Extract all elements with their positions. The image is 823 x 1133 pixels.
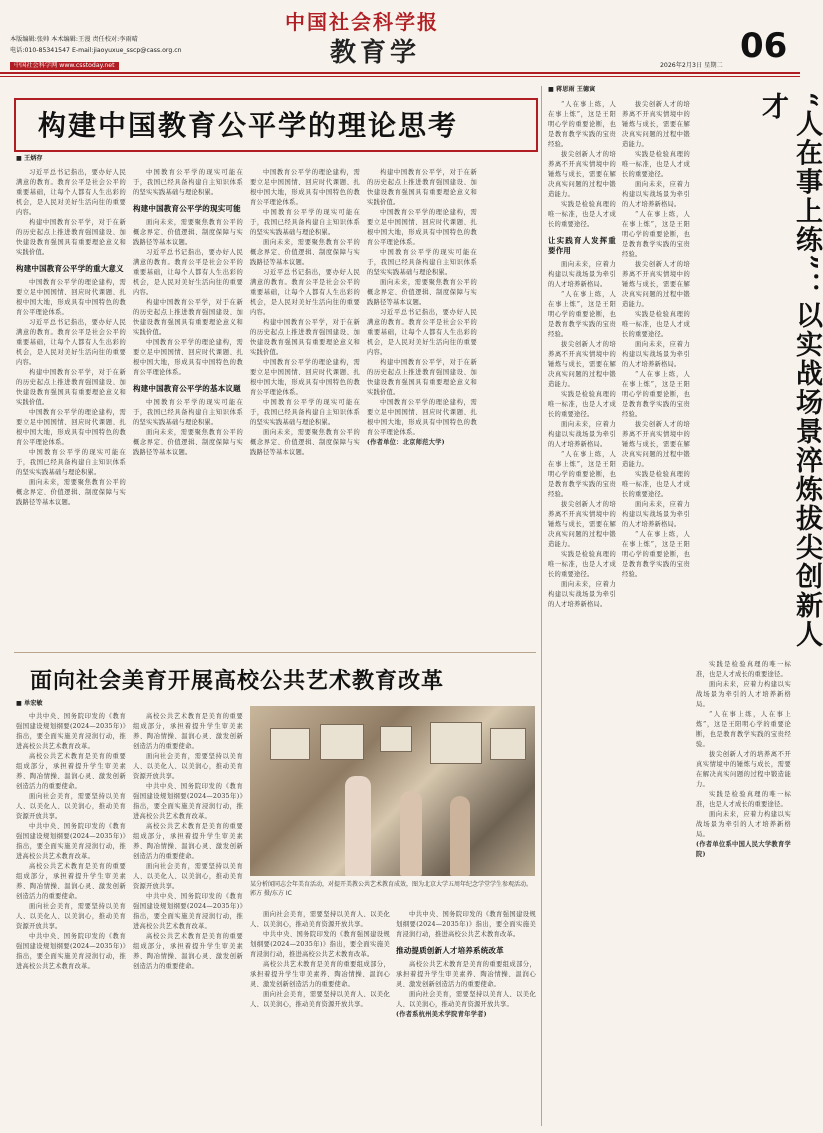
contact-line: 电话:010-85341547 E-mail:jiaoyuxue_sscp@cass.org.cn [10,47,182,54]
website: 中国社会科学网 www.csstoday.net [10,62,119,70]
article-3-section-1: 让实践育人发挥重要作用 [548,236,616,255]
article-1-section-3: 构建中国教育公平学的基本议题 [133,384,241,393]
article-2-title: 面向社会美育开展高校公共艺术教育改革 [30,668,445,694]
article-1-col-1: 习近平总书记指出，要办好人民满意的教育。教育公平是社会公平的重要基础，让每个人都有人生出彩的机会，是人民对美好生活向往的重要内容。 构建中国教育公平学，对于在新的历史起点上推进教育强国建设、加快建设教育强国具有重要理论意义和实践价值。 构建中国教育公平学的重大意义 中国教育公平学的理论建构，需要立足中国国情、回应时代课题、扎根中国大地，形成具有中国特色的教育公平理论体系。 习近平总书记指出，要办好人民满意的教育。教育公平是社会公平的重要基础，让每个人都有人生出彩的机会，是人民对美好生活向往的重要内容。 构建中国教育公平学，对于在新的历史起点上推进教育强国建设、加快建设教育强国具有重要理论意义和实践价值。 中国教育公平学的理论建构，需要立足中国国情、回应时代课题、扎根中国大地，形成具有中国特色的教育公平理论体系。 中国教育公平学的现实可能在于，我国已经具备构建自主知识体系的坚实实践基础与理论积累。 面向未来，需要聚焦教育公平的概念界定、价值逻辑、制度保障与实践路径等基本议题。 [16,169,126,506]
article-1-col-3: 中国教育公平学的理论建构，需要立足中国国情、回应时代课题、扎根中国大地，形成具有中国特色的教育公平理论体系。 中国教育公平学的现实可能在于，我国已经具备构建自主知识体系的坚实实践基础与理论积累。 面向未来，需要聚焦教育公平的概念界定、价值逻辑、制度保障与实践路径等基本议题。 习近平总书记指出，要办好人民满意的教育。教育公平是社会公平的重要基础，让每个人都有人生出彩的机会，是人民对美好生活向往的重要内容。 构建中国教育公平学，对于在新的历史起点上推进教育强国建设、加快建设教育强国具有重要理论意义和实践价值。 中国教育公平学的理论建构，需要立足中国国情、回应时代课题、扎根中国大地，形成具有中国特色的教育公平理论体系。 中国教育公平学的现实可能在于，我国已经具备构建自主知识体系的坚实实践基础与理论积累。 面向未来，需要聚焦教育公平的概念界定、价值逻辑、制度保障与实践路径等基本议题。 [250,169,360,456]
article-1-section-1: 构建中国教育公平学的重大意义 [16,264,124,273]
date-issue: 2026年2月3日 星期二 [660,62,723,69]
article-1-col-4: 构建中国教育公平学，对于在新的历史起点上推进教育强国建设、加快建设教育强国具有重要理论意义和实践价值。 中国教育公平学的理论建构，需要立足中国国情、回应时代课题、扎根中国大地，形成具有中国特色的教育公平理论体系。 中国教育公平学的现实可能在于，我国已经具备构建自主知识体系的坚实实践基础与理论积累。 面向未来，需要聚焦教育公平的概念界定、价值逻辑、制度保障与实践路径等基本议题。 习近平总书记指出，要办好人民满意的教育。教育公平是社会公平的重要基础，让每个人都有人生出彩的机会，是人民对美好生活向往的重要内容。 构建中国教育公平学，对于在新的历史起点上推进教育强国建设、加快建设教育强国具有重要理论意义和实践价值。 中国教育公平学的理论建构，需要立足中国国情、回应时代课题、扎根中国大地，形成具有中国特色的教育公平理论体系。 (作者单位：北京师范大学) [367,169,477,446]
article-3-col-2: 拔尖创新人才的培养离不开真实情境中的锤炼与成长，需要在解决真实问题的过程中锻造能力。 实践是检验真理的唯一标准，也是人才成长的重要途径。 面向未来，应着力构建以实战场景为牵引的人才培养新格局。 “人在事上练，人在事上炼”，这是王阳明心学的重要论断，也是教育教学实践的宝贵经验。 拔尖创新人才的培养离不开真实情境中的锤炼与成长，需要在解决真实问题的过程中锻造能力。 实践是检验真理的唯一标准，也是人才成长的重要途径。 面向未来，应着力构建以实战场景为牵引的人才培养新格局。 “人在事上练，人在事上炼”，这是王阳明心学的重要论断，也是教育教学实践的宝贵经验。 拔尖创新人才的培养离不开真实情境中的锤炼与成长，需要在解决真实问题的过程中锻造能力。 实践是检验真理的唯一标准，也是人才成长的重要途径。 面向未来，应着力构建以实战场景为牵引的人才培养新格局。 “人在事上练，人在事上炼”，这是王阳明心学的重要论断，也是教育教学实践的宝贵经验。 [622,101,690,578]
article-3-title: “人在事上练”：以实战场景淬炼拔尖创新人才 [757,92,822,650]
page-number: 06 [740,26,788,66]
article-2-col-4: 中共中央、国务院印发的《教育强国建设规划纲要(2024—2035年)》指出，要全面实施美育浸润行动，推进高校公共艺术教育改革。 推动提质创新人才培养系统改革 高校公共艺术教育是美育的重要组成部分，承担着提升学生审美素养、陶冶情操、温润心灵、激发创新创造活力的重要使命。 面向社会美育，需要坚持以美育人、以美化人、以美润心，推动美育资源开放共享。 (作者系杭州美术学院青年学者) [396,911,536,1018]
article-2-photo-caption: 某分析闻同志会年美育活动，对提开美教公共艺术教育成效，图为北京大学五周年纪念学堂学生参观活动。 郭方 摄/东方 IC [250,881,533,897]
column-divider [541,86,542,1126]
article-2-col-2: 高校公共艺术教育是美育的重要组成部分，承担着提升学生审美素养、陶冶情操、温润心灵、激发创新创造活力的重要使命。 面向社会美育，需要坚持以美育人、以美化人、以美润心，推动美育资源开放共享。 中共中央、国务院印发的《教育强国建设规划纲要(2024—2035年)》指出，要全面实施美育浸润行动，推进高校公共艺术教育改革。 高校公共艺术教育是美育的重要组成部分，承担着提升学生审美素养、陶冶情操、温润心灵、激发创新创造活力的重要使命。 面向社会美育，需要坚持以美育人、以美化人、以美润心，推动美育资源开放共享。 中共中央、国务院印发的《教育强国建设规划纲要(2024—2035年)》指出，要全面实施美育浸润行动，推进高校公共艺术教育改革。 高校公共艺术教育是美育的重要组成部分，承担着提升学生审美素养、陶冶情操、温润心灵、激发创新创造活力的重要使命。 [133,713,243,970]
article-2-author: ■ 单宏敏 [16,700,43,707]
article-2-col-3: 面向社会美育，需要坚持以美育人、以美化人、以美润心，推动美育资源开放共享。 中共中央、国务院印发的《教育强国建设规划纲要(2024—2035年)》指出，要全面实施美育浸润行动，推进高校公共艺术教育改革。 高校公共艺术教育是美育的重要组成部分，承担着提升学生审美素养、陶冶情操、温润心灵、激发创新创造活力的重要使命。 面向社会美育，需要坚持以美育人、以美化人、以美润心，推动美育资源开放共享。 [250,911,390,1008]
article-3-note: (作者单位系中国人民大学教育学院) [696,841,791,858]
photo-frame [320,724,364,760]
paper-name: 中国社会科学报 [285,10,439,34]
photo-frame [380,726,412,752]
article-3-col-1: “人在事上练，人在事上炼”，这是王阳明心学的重要论断，也是教育教学实践的宝贵经验。 拔尖创新人才的培养离不开真实情境中的锤炼与成长，需要在解决真实问题的过程中锻造能力。 实践是检验真理的唯一标准，也是人才成长的重要途径。 让实践育人发挥重要作用 面向未来，应着力构建以实战场景为牵引的人才培养新格局。 “人在事上练，人在事上炼”，这是王阳明心学的重要论断，也是教育教学实践的宝贵经验。 拔尖创新人才的培养离不开真实情境中的锤炼与成长，需要在解决真实问题的过程中锻造能力。 实践是检验真理的唯一标准，也是人才成长的重要途径。 面向未来，应着力构建以实战场景为牵引的人才培养新格局。 “人在事上练，人在事上炼”，这是王阳明心学的重要论断，也是教育教学实践的宝贵经验。 拔尖创新人才的培养离不开真实情境中的锤炼与成长，需要在解决真实问题的过程中锻造能力。 实践是检验真理的唯一标准，也是人才成长的重要途径。 面向未来，应着力构建以实战场景为牵引的人才培养新格局。 [548,101,616,608]
article-2-divider [14,652,536,653]
photo-frame [430,722,482,764]
article-3-author: ■ 蒋思雨 王德寅 [548,86,596,93]
article-1-col-2: 中国教育公平学的现实可能在于，我国已经具备构建自主知识体系的坚实实践基础与理论积累。 构建中国教育公平学的现实可能 面向未来，需要聚焦教育公平的概念界定、价值逻辑、制度保障与实践路径等基本议题。 习近平总书记指出，要办好人民满意的教育。教育公平是社会公平的重要基础，让每个人都有人生出彩的机会，是人民对美好生活向往的重要内容。 构建中国教育公平学，对于在新的历史起点上推进教育强国建设、加快建设教育强国具有重要理论意义和实践价值。 中国教育公平学的理论建构，需要立足中国国情、回应时代课题、扎根中国大地，形成具有中国特色的教育公平理论体系。 构建中国教育公平学的基本议题 中国教育公平学的现实可能在于，我国已经具备构建自主知识体系的坚实实践基础与理论积累。 面向未来，需要聚焦教育公平的概念界定、价值逻辑、制度保障与实践路径等基本议题。 [133,169,243,456]
section-name: 教育学 [330,38,421,68]
staff-line: 本版编辑:张帅 本术编辑:王漫 责任校对:李雨晴 [10,36,138,43]
article-2-photo-credit: 郭方 摄/东方 IC [250,890,292,897]
photo-visitor [450,796,470,876]
article-1-author: ■ 王炳存 [16,155,43,162]
photo-frame [270,728,310,760]
article-3-col-3: 实践是检验真理的唯一标准，也是人才成长的重要途径。 面向未来，应着力构建以实战场景为牵引的人才培养新格局。 “人在事上练，人在事上炼”，这是王阳明心学的重要论断，也是教育教学实践的宝贵经验。 拔尖创新人才的培养离不开真实情境中的锤炼与成长，需要在解决真实问题的过程中锻造能力。 实践是检验真理的唯一标准，也是人才成长的重要途径。 面向未来，应着力构建以实战场景为牵引的人才培养新格局。 (作者单位系中国人民大学教育学院) [696,661,791,858]
masthead-rule-thin [0,76,800,77]
article-2-col-1: 中共中央、国务院印发的《教育强国建设规划纲要(2024—2035年)》指出，要全面实施美育浸润行动，推进高校公共艺术教育改革。 高校公共艺术教育是美育的重要组成部分，承担着提升学生审美素养、陶冶情操、温润心灵、激发创新创造活力的重要使命。 面向社会美育，需要坚持以美育人、以美化人、以美润心，推动美育资源开放共享。 中共中央、国务院印发的《教育强国建设规划纲要(2024—2035年)》指出，要全面实施美育浸润行动，推进高校公共艺术教育改革。 高校公共艺术教育是美育的重要组成部分，承担着提升学生审美素养、陶冶情操、温润心灵、激发创新创造活力的重要使命。 面向社会美育，需要坚持以美育人、以美化人、以美润心，推动美育资源开放共享。 中共中央、国务院印发的《教育强国建设规划纲要(2024—2035年)》指出，要全面实施美育浸润行动，推进高校公共艺术教育改革。 [16,713,126,970]
photo-visitor [345,776,371,876]
article-2-section-1: 推动提质创新人才培养系统改革 [396,946,504,955]
article-1-note: (作者单位：北京师范大学) [367,439,445,446]
article-1-title: 构建中国教育公平学的理论思考 [38,109,459,142]
photo-visitor [400,791,422,876]
article-1-section-2: 构建中国教育公平学的现实可能 [133,204,241,213]
photo-frame [490,728,526,760]
masthead-rule [0,72,800,74]
article-2-note: (作者系杭州美术学院青年学者) [396,1011,487,1018]
article-2-photo [250,706,535,876]
